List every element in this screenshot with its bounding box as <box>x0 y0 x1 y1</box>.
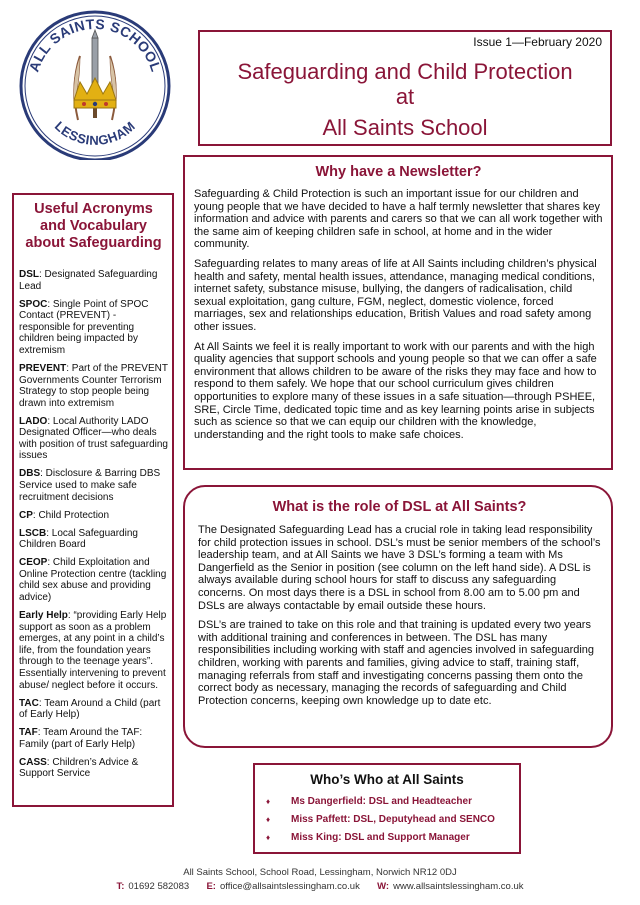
school-logo <box>14 8 176 160</box>
acronym-term: LSCB <box>19 527 47 539</box>
issue-date: Issue 1—February 2020 <box>473 35 602 49</box>
acronyms-sidebar <box>12 193 174 807</box>
footer-address: All Saints School, School Road, Lessingham, Norwich NR12 0DJ <box>183 867 457 878</box>
acronym-item <box>19 727 168 750</box>
section-heading: Why have a Newsletter? <box>315 164 482 180</box>
email-link[interactable]: office@allsaintslessingham.co.uk <box>219 881 360 892</box>
newsletter-header <box>198 30 612 146</box>
acronym-term: SPOC <box>19 298 48 310</box>
acronym-definition: : Team Around a Child (part of Early Help) <box>19 697 161 721</box>
newsletter-title <box>200 59 610 140</box>
acronym-term: TAF <box>19 727 38 739</box>
phone-number: 01692 582083 <box>128 881 190 892</box>
phone-label: T: <box>116 881 125 892</box>
acronym-item <box>19 757 168 780</box>
acronym-term: PREVENT <box>19 362 67 374</box>
staff-item <box>263 814 511 825</box>
why-newsletter-section <box>183 155 613 470</box>
acronym-item <box>19 610 168 691</box>
paragraph: Safeguarding relates to many areas of life at All Saints including children’s physical health and safety, mental health issues, attendance, managing medical conditions, internet safety, substance misuse, bullying, the dangers of radicalisation, child sexual exploitation, gang culture, FGM, neglect, domestic violence, forced marriages, sex and relationships education, British Values and road safety among other issues. <box>194 257 597 333</box>
paragraph: DSL’s are trained to take on this role and that training is updated every two years with additional training and conferences in between. The DSL has many responsibilities including working with staff and agencies involved in safeguarding children, working with parents and families, giving advice to staff, training staff, managing referrals from staff and investigating concerns passing them onto the correct body as necessary, managing the records of safeguarding and Child Protection concerns, keeping own knowledge up to date etc. <box>198 619 595 707</box>
acronym-term: CASS <box>19 756 47 768</box>
acronym-definition: : Part of the PREVENT Governments Counter Terrorism Strategy to stop people being drawn into extremism <box>19 362 168 409</box>
acronym-definition: : Child Exploitation and Online Protection centre (tackling child sex abuse and providing advice) <box>19 557 167 603</box>
website-link[interactable]: www.allsaintslessingham.co.uk <box>393 881 524 892</box>
acronym-item <box>19 468 168 503</box>
acronym-item <box>19 299 168 357</box>
acronym-item <box>19 698 168 721</box>
dsl-role-section <box>183 485 613 748</box>
sidebar-title-line: and Vocabulary <box>40 218 147 234</box>
diamond-bullet-icon: ♦ <box>266 833 271 842</box>
acronym-item <box>19 363 168 409</box>
section-heading: Who’s Who at All Saints <box>310 772 464 787</box>
crown-icon <box>74 78 116 108</box>
acronym-term: Early Help <box>19 609 68 621</box>
acronym-item <box>19 269 168 292</box>
diamond-bullet-icon: ♦ <box>266 797 271 806</box>
acronym-definition: : Local Authority LADO Designated Officer—who deals with position of trust safeguarding issues <box>19 415 168 462</box>
acronym-item <box>19 528 168 551</box>
title-line-3: All Saints School <box>322 115 488 140</box>
staff-name-role: Ms Dangerfield: DSL and Headteacher <box>291 796 472 807</box>
staff-item <box>263 796 511 807</box>
acronym-term: LADO <box>19 415 48 427</box>
acronym-item <box>19 557 168 603</box>
acronym-definition: : Children’s Advice & Support Service <box>19 756 139 780</box>
title-line-2: at <box>395 84 415 109</box>
section-heading: What is the role of DSL at All Saints? <box>272 499 527 515</box>
paragraph: The Designated Safeguarding Lead has a crucial role in taking lead responsibility for child protection issues in school. DSL’s must be senior members of the school’s leadership team, and at All Saints we have 3 DSL’s forming a team with Ms Dangerfield as the Senior in position (see column on the left hand side). A DSL is always available during school hours for staff to discuss any safeguarding concerns. On most days there is a DSL in school from 8.00 am to 5.00 pm and DSLs are always contactable by email outside these hours. <box>198 524 601 612</box>
acronym-definition: : Local Safeguarding Children Board <box>19 527 138 551</box>
email-label: E: <box>206 881 216 892</box>
acronym-term: DSL <box>19 269 39 280</box>
acronym-definition: : Designated Safeguarding Lead <box>19 269 158 292</box>
staff-name-role: Miss King: DSL and Support Manager <box>291 832 470 843</box>
title-line-1: Safeguarding and Child Protection <box>237 59 573 84</box>
sidebar-title-line: Useful Acronyms <box>34 201 153 217</box>
sidebar-title-line: about Safeguarding <box>25 235 162 251</box>
whos-who-section <box>253 763 521 854</box>
acronym-definition: : Team Around the TAF: Family (part of Early Help) <box>19 727 143 750</box>
staff-name-role: Miss Paffett: DSL, Deputyhead and SENCO <box>291 814 495 825</box>
web-label: W: <box>377 881 390 892</box>
acronym-definition: : Single Point of SPOC Contact (PREVENT) - responsible for preventing children being impacted by extremism <box>19 298 149 356</box>
staff-item <box>263 832 511 843</box>
acronym-term: CP <box>19 509 33 521</box>
acronym-term: CEOP <box>19 557 48 569</box>
acronym-item <box>19 510 168 522</box>
logo-top-text: ALL SAINTS SCHOOL <box>25 15 165 74</box>
acronym-term: DBS <box>19 468 41 480</box>
acronym-term: TAC <box>19 697 39 709</box>
acronym-definition: : Child Protection <box>32 509 110 521</box>
acronym-item <box>19 416 168 462</box>
paragraph: Safeguarding & Child Protection is such an important issue for our children and young people that we have decided to have a half termly newsletter that shares key information and advice with parents and carers so that we can all work together with the same aim of keeping children safe in school, at home and in the wider community. <box>194 188 603 251</box>
sidebar-title <box>19 201 168 252</box>
acronym-definition: : Disclosure & Barring DBS Service used to make safe recruitment decisions <box>19 468 161 503</box>
footer-contact <box>0 881 640 892</box>
logo-bottom-text: LESSINGHAM <box>51 118 139 148</box>
paragraph: At All Saints we feel it is really important to work with our parents and with the high quality agencies that support schools and young people so that we can offer a safe environment that allows children to be aware of the risks they may face and how to respond to them safely. We hope that our school curriculum gives children opportunities to explore many of these issues in a safe situation—through PSHEE, SRE, Circle Time, dedicated topic time and as key learning points arise in subjects such as science so that we can equip our children with the knowledge, understanding and the right tools to make safe choices. <box>194 340 597 441</box>
acronym-definition: : “providing Early Help support as soon as a problem emerges, at any point in a child’s life, from the foundation years through to the teenage years”. Essentially intervening to prevent abuse/ neglect before it occurs. <box>19 609 167 691</box>
diamond-bullet-icon: ♦ <box>266 815 271 824</box>
